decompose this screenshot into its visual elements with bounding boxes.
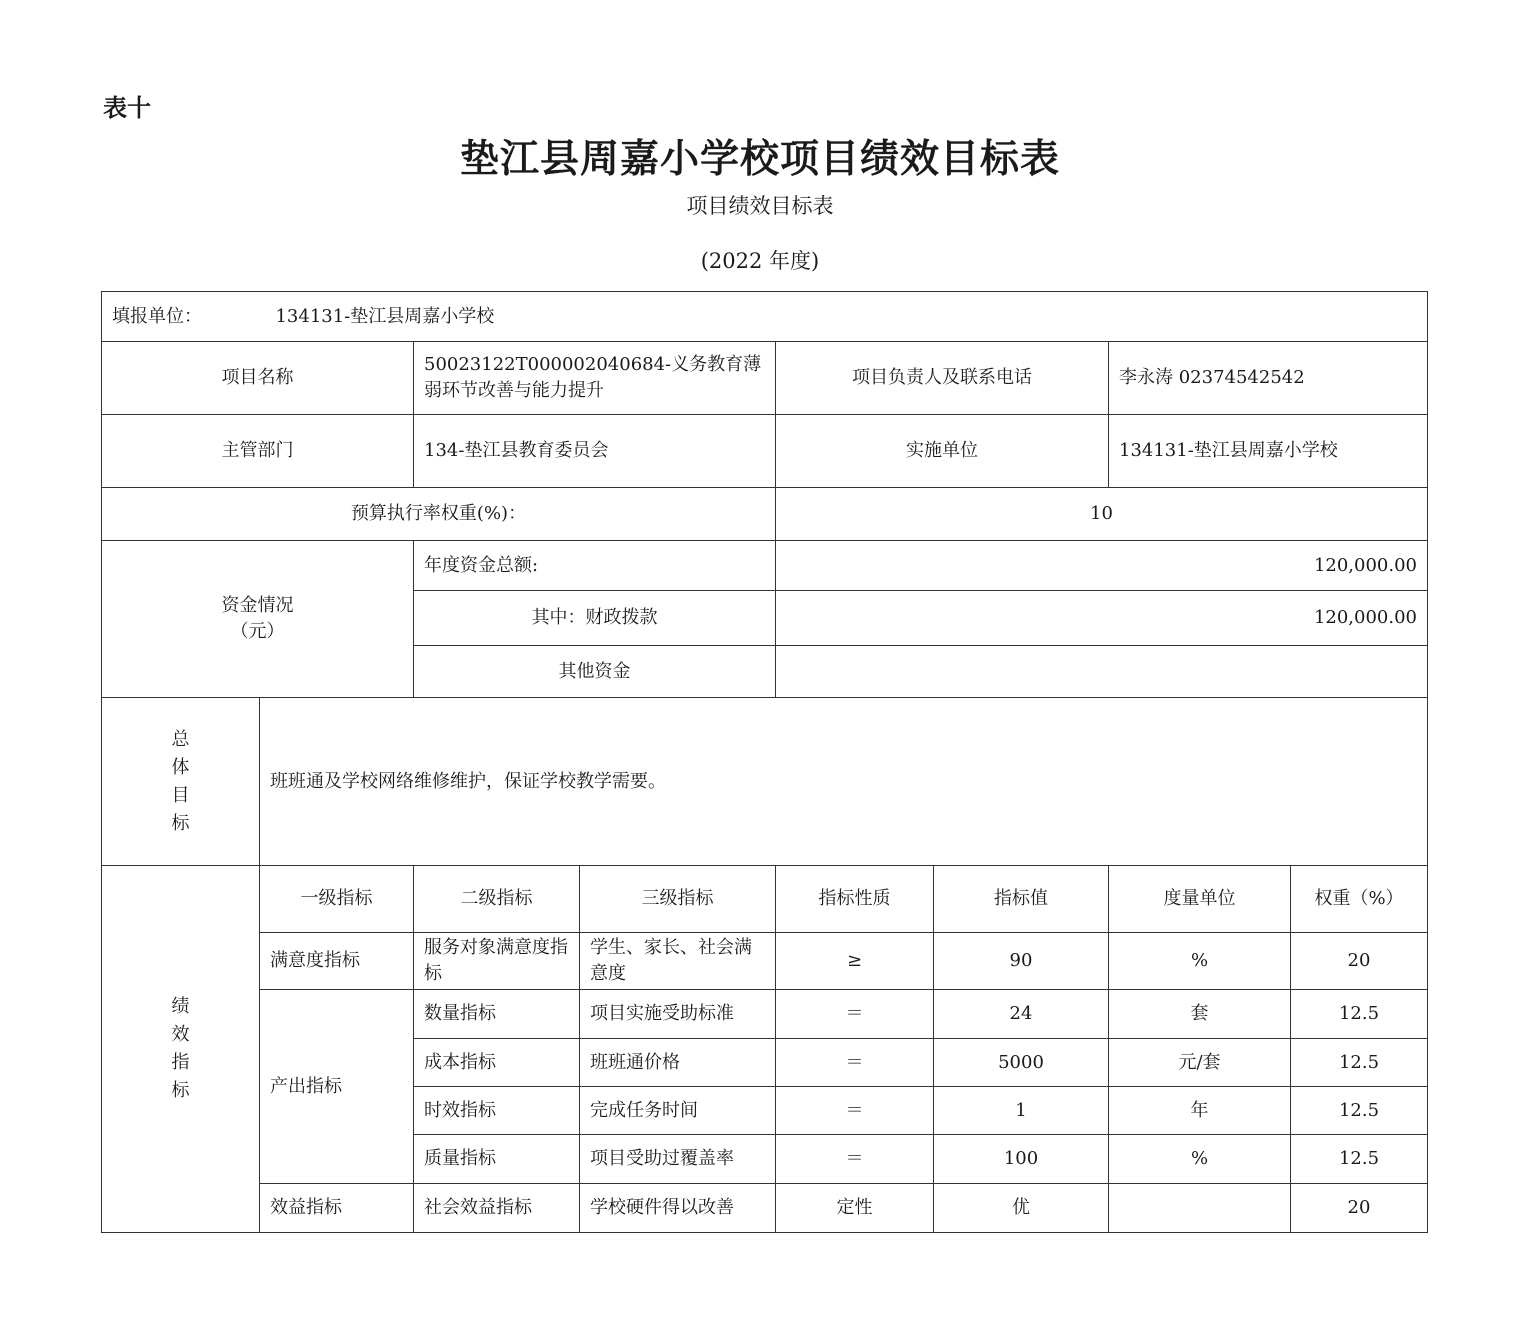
indicator-weight: 12.5 (1291, 1087, 1428, 1135)
level2-indicator: 成本指标 (414, 1039, 580, 1087)
supervising-dept-label: 主管部门 (102, 415, 414, 488)
indicator-nature: 定性 (776, 1184, 934, 1233)
implementing-unit-label: 实施单位 (776, 415, 1109, 488)
indicator-value: 90 (934, 933, 1109, 990)
project-name-label: 项目名称 (102, 342, 414, 415)
indicators-char: 绩 (171, 996, 190, 1017)
project-name-value: 50023122T000002040684-义务教育薄弱环节改善与能力提升 (414, 342, 776, 415)
indicator-unit: % (1109, 1135, 1291, 1184)
level3-indicator: 学生、家长、社会满意度 (580, 933, 776, 990)
indicator-weight: 12.5 (1291, 1135, 1428, 1184)
level3-indicator: 项目实施受助标准 (580, 990, 776, 1039)
indicators-char: 指 (171, 1052, 190, 1073)
reporting-unit-label: 填报单位： (112, 305, 202, 327)
level2-indicator: 数量指标 (414, 990, 580, 1039)
fiscal-year: (2022 年度) (700, 249, 820, 273)
page-title: 垫江县周嘉小学校项目绩效目标表 (459, 136, 1060, 182)
indicator-nature: ＝ (776, 1039, 934, 1087)
performance-target-table (101, 291, 1428, 1233)
project-manager-label: 项目负责人及联系电话 (776, 342, 1109, 415)
overall-goal-label (102, 698, 260, 866)
indicators-char: 效 (171, 1024, 190, 1045)
indicator-value: 100 (934, 1135, 1109, 1184)
indicator-weight: 20 (1291, 1184, 1428, 1233)
budget-weight-label: 预算执行率权重(%)： (102, 488, 776, 541)
overall-goal-char: 标 (171, 812, 190, 834)
reporting-unit-value: 134131-垫江县周嘉小学校 (275, 305, 495, 327)
funds-label-line1: 资金情况 (221, 595, 294, 616)
overall-goal-text: 班班通及学校网络维修维护，保证学校教学需要。 (260, 698, 1428, 866)
funds-total-value: 120,000.00 (776, 541, 1428, 591)
funds-total-label: 年度资金总额: (414, 541, 776, 591)
indicator-value: 1 (934, 1087, 1109, 1135)
indicator-weight: 20 (1291, 933, 1428, 990)
level2-indicator: 服务对象满意度指标 (414, 933, 580, 990)
level3-indicator: 班班通价格 (580, 1039, 776, 1087)
header-unit: 度量单位 (1109, 866, 1291, 933)
funds-fiscal-value: 120,000.00 (776, 591, 1428, 646)
indicator-unit: 元/套 (1109, 1039, 1291, 1087)
overall-goal-char: 总 (171, 728, 190, 750)
indicator-value: 优 (934, 1184, 1109, 1233)
table-row (102, 1184, 1428, 1233)
table-row (102, 990, 1428, 1039)
indicator-nature: ＝ (776, 1087, 934, 1135)
funds-label (102, 541, 414, 698)
supervising-dept-value: 134-垫江县教育委员会 (414, 415, 776, 488)
indicator-nature: ＝ (776, 990, 934, 1039)
indicator-nature: ＝ (776, 1135, 934, 1184)
indicator-unit: 套 (1109, 990, 1291, 1039)
indicator-weight: 12.5 (1291, 1039, 1428, 1087)
overall-goal-char: 目 (171, 784, 190, 806)
level1-indicator: 效益指标 (260, 1184, 414, 1233)
header-level3: 三级指标 (580, 866, 776, 933)
reporting-unit-row (102, 292, 1428, 342)
indicator-weight: 12.5 (1291, 990, 1428, 1039)
level1-indicator: 满意度指标 (260, 933, 414, 990)
page-subtitle: 项目绩效目标表 (686, 194, 834, 218)
funds-other-label: 其他资金 (414, 646, 776, 698)
header-weight: 权重（%） (1291, 866, 1428, 933)
level2-indicator: 社会效益指标 (414, 1184, 580, 1233)
indicator-unit: 年 (1109, 1087, 1291, 1135)
level1-indicator: 产出指标 (260, 990, 414, 1184)
funds-fiscal-label: 其中：财政拨款 (414, 591, 776, 646)
budget-weight-value: 10 (776, 488, 1428, 541)
level3-indicator: 完成任务时间 (580, 1087, 776, 1135)
indicator-unit: % (1109, 933, 1291, 990)
header-value: 指标值 (934, 866, 1109, 933)
overall-goal-char: 体 (171, 756, 190, 778)
indicator-nature: ≥ (776, 933, 934, 990)
indicator-unit (1109, 1184, 1291, 1233)
funds-label-line2: （元） (230, 621, 285, 642)
indicator-value: 5000 (934, 1039, 1109, 1087)
funds-other-value (776, 646, 1428, 698)
header-nature: 指标性质 (776, 866, 934, 933)
implementing-unit-value: 134131-垫江县周嘉小学校 (1109, 415, 1428, 488)
table-row (102, 933, 1428, 990)
indicator-value: 24 (934, 990, 1109, 1039)
level3-indicator: 学校硬件得以改善 (580, 1184, 776, 1233)
project-manager-value: 李永涛 02374542542 (1109, 342, 1428, 415)
level3-indicator: 项目受助过覆盖率 (580, 1135, 776, 1184)
level2-indicator: 时效指标 (414, 1087, 580, 1135)
indicators-char: 标 (171, 1080, 190, 1101)
indicators-label (102, 866, 260, 1233)
header-level2: 二级指标 (414, 866, 580, 933)
header-level1: 一级指标 (260, 866, 414, 933)
level2-indicator: 质量指标 (414, 1135, 580, 1184)
document-label: 表十 (103, 94, 151, 122)
